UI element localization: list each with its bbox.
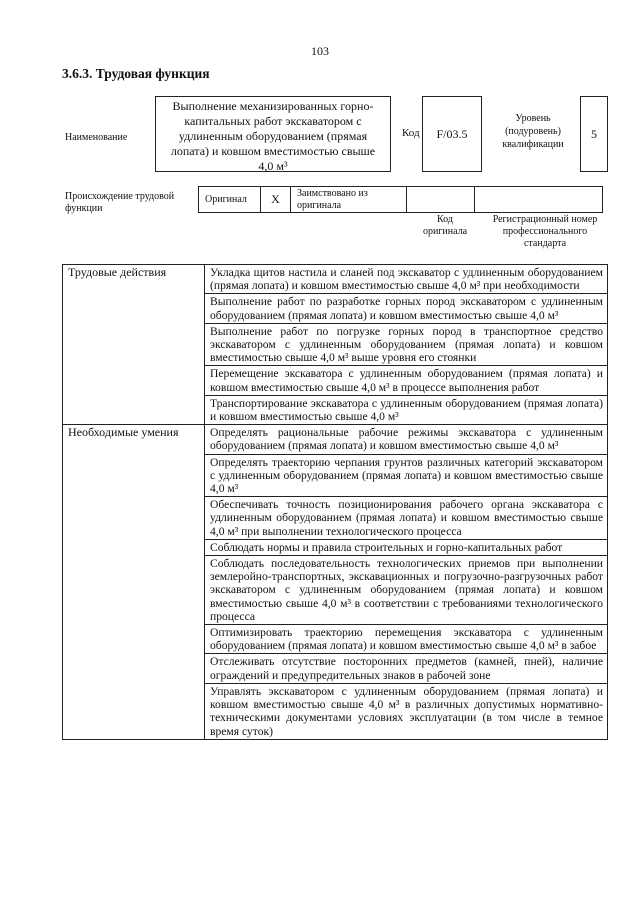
item-cell: Определять траекторию черпания грунтов различных категорий экскаватором с удлиненным оборудованием (прямая лопата) и ковшом вместимостью свыше 4,0 м³	[205, 454, 608, 497]
item-cell: Перемещение экскаватора с удлиненным оборудованием (прямая лопата) и ковшом вместимостью свыше 4,0 м³ в процессе выполнения работ	[205, 366, 608, 395]
origin-original-cell: Оригинал	[199, 187, 261, 213]
item-cell: Оптимизировать траекторию перемещения экскаватора с удлиненным оборудованием (прямая лопата) и ковшом вместимостью свыше 4,0 м³ в забое	[205, 625, 608, 654]
item-cell: Отслеживать отсутствие посторонних предметов (камней, пней), наличие ограждений и предупредительных знаков в рабочей зоне	[205, 654, 608, 683]
function-table	[62, 264, 608, 740]
item-cell: Укладка щитов настила и сланей под экскаватор с удлиненным оборудованием (прямая лопата) и ковшом вместимостью свыше 4,0 м³ при необходимости	[205, 265, 608, 294]
level-box: 5	[580, 96, 608, 172]
page-number: 103	[311, 44, 329, 58]
origin-code-caption: Код оригинала	[422, 214, 468, 237]
origin-reg-caption: Регистрационный номер профессионального стандарта	[492, 214, 598, 249]
item-cell: Управлять экскаватором с удлиненным оборудованием (прямая лопата) и ковшом вместимостью свыше 4,0 м³ в различных допустимых нормативно-техническими документами условиях эксплуатации (в том числе в темное время суток)	[205, 683, 608, 739]
item-cell: Соблюдать последовательность технологических приемов при выполнении землеройно-транспортных, экскавационных и погрузочно-разгрузочных работ экскаватором с удлиненным оборудованием (прямая лопата) и ковшом вместимостью свыше 4,0 м³ в соответствии с требованиями технологического процесса	[205, 556, 608, 625]
category-cell: Трудовые действия	[63, 265, 205, 425]
item-cell: Транспортирование экскаватора с удлиненным оборудованием (прямая лопата) и ковшом вместимостью свыше 4,0 м³	[205, 395, 608, 424]
origin-borrowed-cell: Заимствовано из оригинала	[291, 187, 407, 213]
code-label: Код	[402, 127, 420, 139]
origin-mark-cell: X	[261, 187, 291, 213]
item-cell: Определять рациональные рабочие режимы экскаватора с удлиненным оборудованием (прямая лопата) и ковшом вместимостью свыше 4,0 м³	[205, 425, 608, 454]
item-cell: Выполнение работ по разработке горных пород экскаватором с удлиненным оборудованием (прямая лопата) и ковшом вместимостью свыше 4,0 м³	[205, 294, 608, 323]
naming-label: Наименование	[65, 132, 128, 143]
naming-box: Выполнение механизированных горно- капитальных работ экскаватором с удлиненным оборудованием (прямая лопата) и ковшом вместимостью свыше 4,0 м³	[155, 96, 391, 172]
origin-reg-cell	[475, 187, 603, 213]
category-cell: Необходимые умения	[63, 425, 205, 739]
table-row	[63, 265, 608, 294]
item-cell: Выполнение работ по погрузке горных пород в транспортное средство экскаватором с удлиненным оборудованием (прямая лопата) и ковшом вместимостью свыше 4,0 м³ выше уровня его стоянки	[205, 323, 608, 366]
origin-code-cell	[407, 187, 475, 213]
section-title: 3.6.3. Трудовая функция	[62, 66, 210, 81]
level-label: Уровень (подуровень) квалификации	[502, 113, 564, 150]
origin-label: Происхождение трудовой функции	[65, 191, 175, 214]
item-cell: Обеспечивать точность позиционирования рабочего органа экскаватора с удлиненным оборудованием (прямая лопата) и ковшом вместимостью свыше 4,0 м³ при выполнении технологического процесса	[205, 497, 608, 540]
table-row	[63, 425, 608, 454]
code-box: F/03.5	[422, 96, 482, 172]
item-cell: Соблюдать нормы и правила строительных и горно-капитальных работ	[205, 539, 608, 555]
origin-table	[198, 186, 603, 213]
